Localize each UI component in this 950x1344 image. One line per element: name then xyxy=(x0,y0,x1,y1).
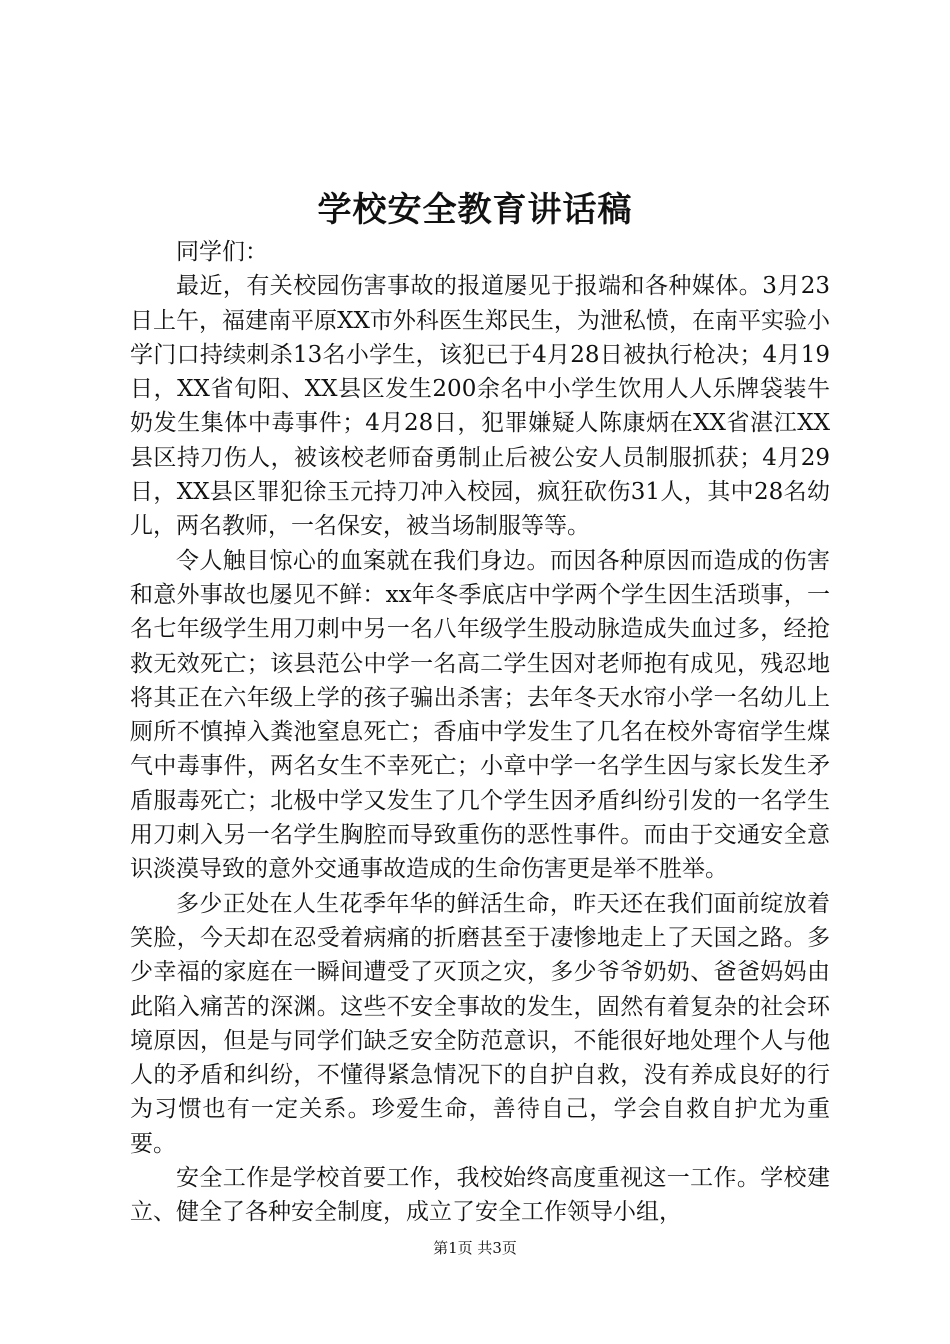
paragraph-greeting: 同学们： xyxy=(176,239,268,265)
paragraph-1: 最近，有关校园伤害事故的报道屡见于报端和各种媒体。3月23日上午，福建南平原XX市外科医生郑民生，为泄私愤，在南平实验小学门口持续刺杀13名小学生，该犯已于4月28日被执行枪决；4月19日，XX省旬阳、XX县区发生200余名中小学生饮用人人乐牌袋装牛奶发生集体中毒事件；4月28日，犯罪嫌疑人陈康炳在XX省湛江XX县区持刀伤人，被该校老师奋勇制止后被公安人员制服抓获；4月29日，XX县区罪犯徐玉元持刀冲入校园，疯狂砍伤31人，其中28名幼儿，两名教师，一名保安，被当场制服等等。 xyxy=(130,273,830,540)
document-body xyxy=(130,235,830,1230)
paragraph-2: 令人触目惊心的血案就在我们身边。而因各种原因而造成的伤害和意外事故也屡见不鲜：xx年冬季底店中学两个学生因生活琐事，一名七年级学生用刀刺中另一名八年级学生股动脉造成失血过多，经抢救无效死亡；该县范公中学一名高二学生因对老师抱有成见，残忍地将其正在六年级上学的孩子骗出杀害；去年冬天水帘小学一名幼儿上厕所不慎掉入粪池窒息死亡；香庙中学发生了几名在校外寄宿学生煤气中毒事件，两名女生不幸死亡；小章中学一名学生因与家长发生矛盾服毒死亡；北极中学又发生了几个学生因矛盾纠纷引发的一名学生用刀刺入另一名学生胸腔而导致重伤的恶性事件。而由于交通安全意识淡漠导致的意外交通事故造成的生命伤害更是举不胜举。 xyxy=(130,547,830,883)
paragraph-4: 安全工作是学校首要工作，我校始终高度重视这一工作。学校建立、健全了各种安全制度，成立了安全工作领导小组， xyxy=(130,1165,830,1226)
document-title: 学校安全教育讲话稿 xyxy=(317,190,633,230)
page-footer: 第1页 共3页 xyxy=(433,1239,517,1257)
paragraph-3: 多少正处在人生花季年华的鲜活生命，昨天还在我们面前绽放着笑脸，今天却在忍受着病痛的折磨甚至于凄惨地走上了天国之路。多少幸福的家庭在一瞬间遭受了灭顶之灾，多少爷爷奶奶、爸爸妈妈由此陷入痛苦的深渊。这些不安全事故的发生，固然有着复杂的社会环境原因，但是与同学们缺乏安全防范意识，不能很好地处理个人与他人的矛盾和纠纷，不懂得紧急情况下的自护自救，没有养成良好的行为习惯也有一定关系。珍爱生命，善待自己，学会自救自护尤为重要。 xyxy=(130,890,830,1157)
